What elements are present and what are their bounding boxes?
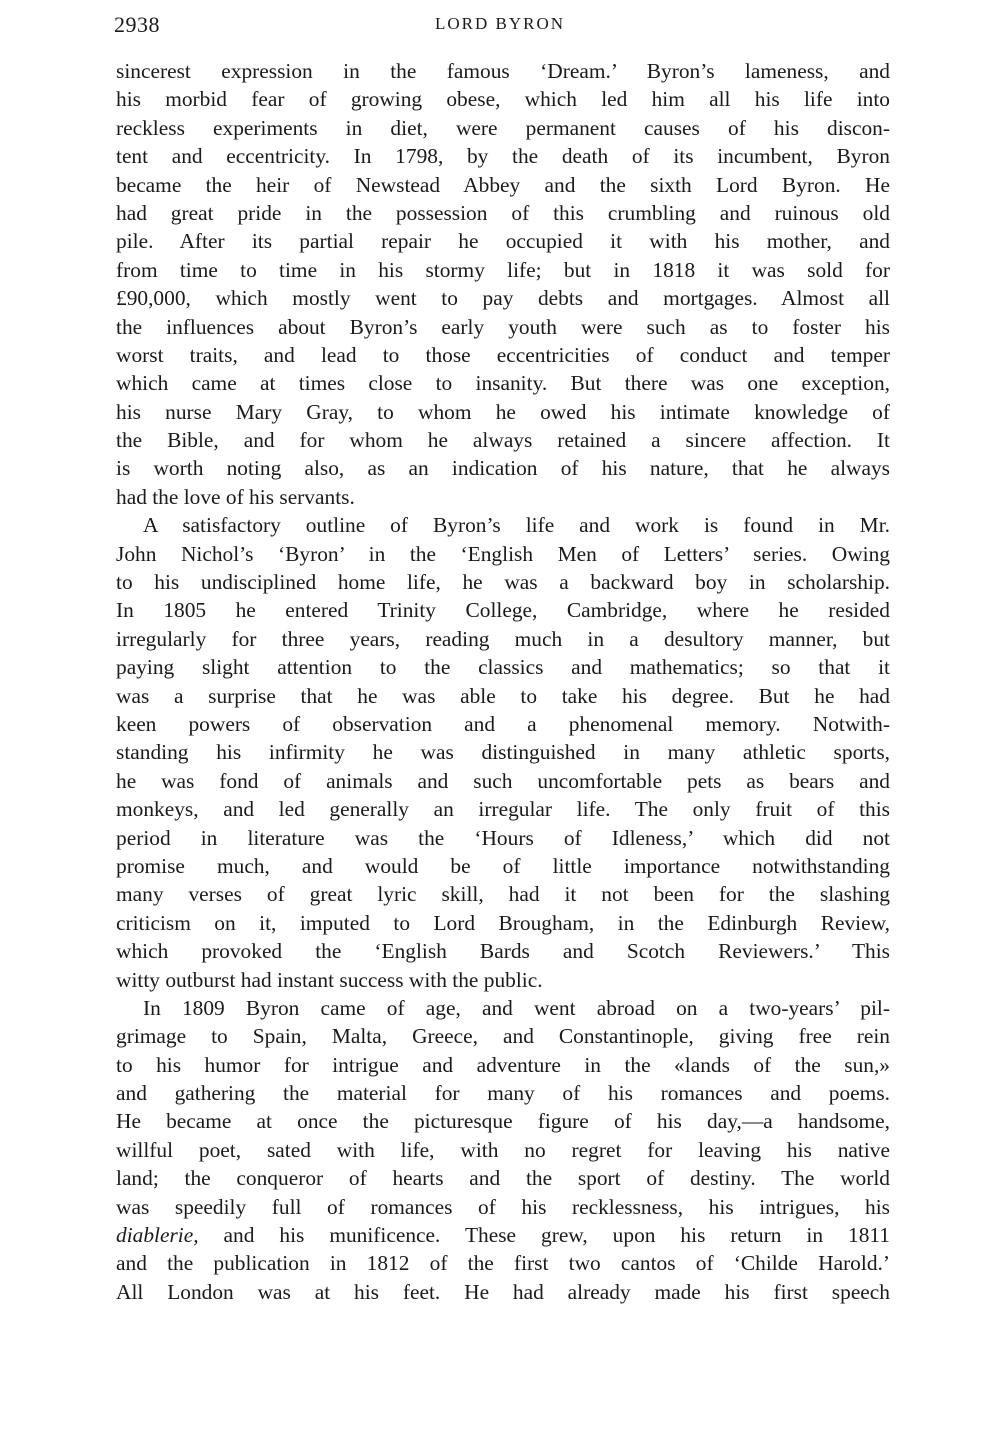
running-title: LORD BYRON [434,14,566,33]
text-line: pile. After its partial repair he occupied it with his mother, and [116,229,890,254]
text-line: land; the conqueror of hearts and the sport of destiny. The world [116,1166,890,1191]
text-line: which provoked the ‘English Bards and Scotch Reviewers.’ This [116,939,890,964]
text-line: period in literature was the ‘Hours of Idleness,’ which did not [116,825,890,850]
text-line: criticism on it, imputed to Lord Brougham, in the Edinburgh Review, [116,910,890,935]
paragraph-first-line: In 1809 Byron came of age, and went abroad on a two-years’ pil- [143,995,890,1020]
text-line: had great pride in the possession of this crumbling and ruinous old [116,200,890,225]
body-text [116,57,890,1306]
paragraph-first-line: A satisfactory outline of Byron’s life and work is found in Mr. [143,513,890,538]
text-line: became the heir of Newstead Abbey and the sixth Lord Byron. He [116,172,890,197]
text-line: and the publication in 1812 of the first two cantos of ‘Childe Harold.’ [116,1251,890,1276]
text-line: All London was at his feet. He had already made his first speech [116,1279,890,1304]
text-line: He became at once the picturesque figure of his day,—a handsome, [116,1109,890,1134]
text-line: paying slight attention to the classics and mathematics; so that it [116,655,890,680]
text-line: willful poet, sated with life, with no regret for leaving his native [116,1137,890,1162]
text-line: reckless experiments in diet, were permanent causes of his discon- [116,115,890,140]
text-line-with-italic [116,1221,890,1249]
text-line: from time to time in his stormy life; but in 1818 it was sold for [116,257,890,282]
text-line: to his undisciplined home life, he was a backward boy in scholarship. [116,570,890,595]
text-line: and gathering the material for many of his romances and poems. [116,1081,890,1106]
text-line: promise much, and would be of little importance notwithstanding [116,853,890,878]
text-line: the Bible, and for whom he always retained a sincere affection. It [116,428,890,453]
text-line: sincerest expression in the famous ‘Dream.’ Byron’s lameness, and [116,59,890,83]
text-line: irregularly for three years, reading much in a desultory manner, but [116,626,890,651]
text-line: his nurse Mary Gray, to whom he owed his intimate knowledge of [116,399,890,424]
text-line: he was fond of animals and such uncomfortable pets as bears and [116,768,890,793]
text-line: is worth noting also, as an indication of his nature, that he always [116,456,890,481]
text-line: to his humor for intrigue and adventure in the «lands of the sun,» [116,1052,890,1077]
text-line: the influences about Byron’s early youth were such as to foster his [116,314,890,339]
text-line: keen powers of observation and a phenomenal memory. Notwith- [116,711,890,736]
text-line: £90,000, which mostly went to pay debts and mortgages. Almost all [116,286,890,311]
text-line-rest: and his munificence. These grew, upon his return in 1811 [223,1223,890,1248]
text-line: many verses of great lyric skill, had it not been for the slashing [116,882,890,907]
text-line: was a surprise that he was able to take his degree. But he had [116,683,890,708]
text-line: was speedily full of romances of his recklessness, his intrigues, his [116,1194,890,1219]
text-line: grimage to Spain, Malta, Greece, and Constantinople, giving free rein [116,1024,890,1049]
text-line: his morbid fear of growing obese, which led him all his life into [116,87,890,112]
page-number: 2938 [114,12,160,37]
text-line: which came at times close to insanity. But there was one exception, [116,371,890,396]
text-line: monkeys, and led generally an irregular life. The only fruit of this [116,797,890,822]
text-line: had the love of his servants. [116,484,355,509]
text-line: standing his infirmity he was distinguished in many athletic sports, [116,740,890,765]
text-line: witty outburst had instant success with the public. [116,967,543,992]
text-line: tent and eccentricity. In 1798, by the death of its incumbent, Byron [116,144,890,169]
italic-word: diablerie, [116,1223,199,1248]
text-line: worst traits, and lead to those eccentricities of conduct and temper [116,342,890,367]
text-line: John Nichol’s ‘Byron’ in the ‘English Men of Letters’ series. Owing [116,541,890,566]
text-line: In 1805 he entered Trinity College, Cambridge, where he resided [116,598,890,623]
